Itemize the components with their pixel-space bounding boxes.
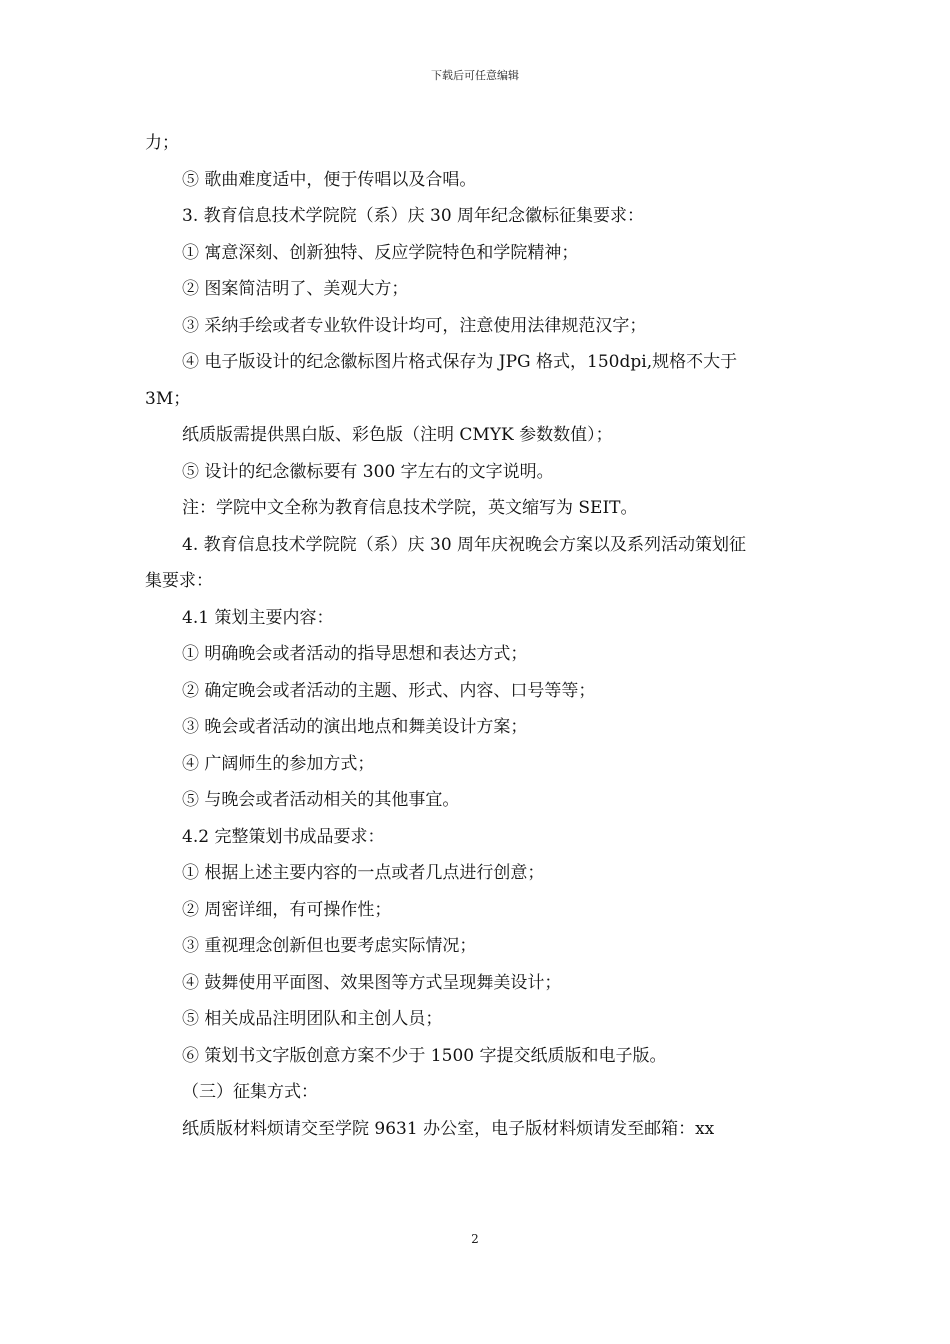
list-item: ⑥ 策划书文字版创意方案不少于 1500 字提交纸质版和电子版。: [182, 1045, 667, 1066]
list-item: ① 根据上述主要内容的一点或者几点进行创意；: [182, 863, 545, 883]
document-body: [145, 125, 810, 1147]
page-header: 下载后可任意编辑: [431, 69, 519, 82]
list-item: ③ 晚会或者活动的演出地点和舞美设计方案；: [182, 717, 528, 737]
section-heading: 4. 教育信息技术学院院（系）庆 30 周年庆祝晚会方案以及系列活动策划征: [182, 534, 747, 555]
list-item: ③ 重视理念创新但也要考虑实际情况；: [182, 936, 477, 956]
paragraph-line: 3M；: [145, 388, 191, 409]
list-item: ⑤ 相关成品注明团队和主创人员；: [182, 1009, 443, 1029]
note-line: 注：学院中文全称为教育信息技术学院，英文缩写为 SEIT。: [182, 498, 638, 518]
list-item: ① 寓意深刻、创新独特、反应学院特色和学院精神；: [182, 242, 579, 263]
list-item: ① 明确晚会或者活动的指导思想和表达方式；: [182, 644, 528, 664]
list-item: ② 周密详细，有可操作性；: [182, 899, 392, 920]
list-item: ② 确定晚会或者活动的主题、形式、内容、口号等等；: [182, 680, 596, 701]
paragraph-line: 集要求：: [145, 571, 213, 591]
paragraph-line: ⑤ 歌曲难度适中，便于传唱以及合唱。: [182, 169, 477, 190]
list-item: ② 图案简洁明了、美观大方；: [182, 279, 409, 299]
list-item: ⑤ 与晚会或者活动相关的其他事宜。: [182, 790, 460, 810]
list-item: ③ 采纳手绘或者专业软件设计均可，注意使用法律规范汉字；: [182, 315, 647, 336]
list-item: ⑤ 设计的纪念徽标要有 300 字左右的文字说明。: [182, 461, 554, 482]
paragraph-line: 纸质版材料烦请交至学院 9631 办公室，电子版材料烦请发至邮箱：xx: [182, 1118, 715, 1139]
list-item: ④ 广阔师生的参加方式；: [182, 753, 375, 774]
page-number: 2: [471, 1232, 479, 1246]
section-heading: 3. 教育信息技术学院院（系）庆 30 周年纪念徽标征集要求：: [182, 206, 645, 226]
subsection-heading: 4.2 完整策划书成品要求：: [182, 826, 385, 847]
list-item: ④ 电子版设计的纪念徽标图片格式保存为 JPG 格式，150dpi,规格不大于: [182, 352, 738, 372]
list-item: ④ 鼓舞使用平面图、效果图等方式呈现舞美设计；: [182, 972, 562, 993]
paragraph-line: 力；: [145, 133, 179, 153]
subsection-heading: 4.1 策划主要内容：: [182, 607, 334, 628]
paragraph-line: 纸质版需提供黑白版、彩色版（注明 CMYK 参数数值）；: [182, 425, 613, 445]
section-heading: （三）征集方式：: [182, 1082, 318, 1102]
